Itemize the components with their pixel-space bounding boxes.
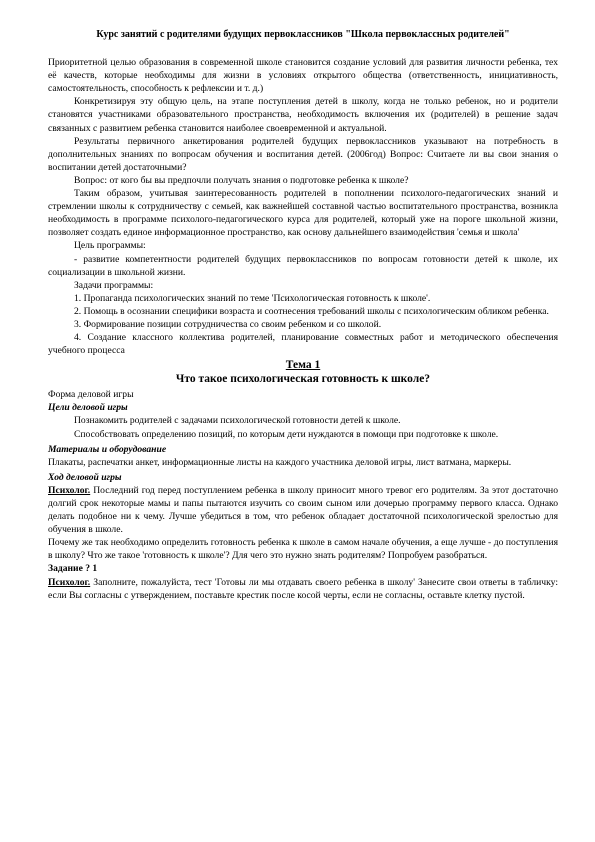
psychologist-paragraph-3 (48, 576, 558, 602)
intro-paragraph-5: Таким образом, учитывая заинтересованность родителей в пополнении психолого-педагогических знаний и стремлении школы к сотрудничеству с семьей, как важнейшей составной частью воспитательного пространства, возникла необходимость в программе психолого-педагогического курса для родителей, который уже на пороге школьной жизни, позволяет создать единое информационное пространство, как основу дальнейшего взаимодействия 'семья и школа' (48, 188, 558, 239)
topic-title: Что такое психологическая готовность к школе? (175, 373, 431, 386)
document-title: Курс занятий с родителями будущих первоклассников "Школа первоклассных родителей" (96, 29, 510, 40)
intro-paragraph-2: Конкретизируя эту общую цель, на этапе поступления детей в школу, когда не только ребенок, но и родители становятся участниками образовательного пространства, необходимость включения их (родителей) в решение задач связанных с развитием ребенка становится наиболее своевременной и актуальной. (48, 96, 558, 134)
task-item-1: 1. Пропаганда психологических знаний по теме 'Психологическая готовность к школе'. (74, 292, 431, 304)
intro-paragraph-4: Вопрос: от кого бы вы предпочли получать знания о подготовке ребенка к школе? (74, 174, 409, 186)
psychologist-label-2: Психолог. (48, 576, 91, 588)
task-item-2: 2. Помощь в осознании специфики возраста и соотнесения требований школы с психологическим обликом ребенка. (74, 305, 549, 317)
tasks-heading: Задачи программы: (74, 279, 154, 291)
document-page (48, 28, 558, 602)
materials-text: Плакаты, распечатки анкет, информационные листы на каждого участника деловой игры, лист ватмана, маркеры. (48, 456, 512, 468)
psychologist-text-1: Последний год перед поступлением ребенка в школу приносит много тревог его родителям. За этот достаточно долгий срок некоторые мамы и папы пытаются изучить со своим сыном или дочерью программу первого класса. Однако делать подобное ни к чему. Лучше убедиться в том, что ребенок обладает достаточной психологической зрелостью для обучения в школе. (48, 484, 558, 536)
task-item-4: 4. Создание классного коллектива родителей, планирование совместных работ и методического обеспечения учебного процесса (48, 332, 558, 357)
course-heading: Ход деловой игры (48, 471, 122, 483)
task-item-3: 3. Формирование позиции сотрудничества со своим ребенком и со школой. (74, 318, 382, 330)
topic-label: Тема 1 (285, 359, 321, 372)
goal-heading: Цель программы: (74, 240, 146, 252)
task-label: Задание ? 1 (48, 563, 98, 575)
materials-heading: Материалы и оборудование (48, 443, 167, 455)
intro-paragraph-3: Результаты первичного анкетирования родителей будущих первоклассников указывают на потребность в дополнительных знаниях по вопросам обучения и воспитания детей. (2006год) Вопрос: Считаете ли вы свои знания о воспитании детей достаточными? (48, 135, 558, 173)
psychologist-paragraph-2: Почему же так необходимо определить готовность ребенка к школе в самом начале обучения, а еще лучше - до поступления в школу? Что же такое 'готовность к школе'? Для чего это нужно знать родителям? Попробуем разобраться. (48, 537, 558, 562)
form-line: Форма деловой игры (48, 389, 134, 401)
game-goals-heading: Цели деловой игры (48, 402, 128, 414)
intro-paragraph-1: Приоритетной целью образования в современной школе становится создание условий для развития личности ребенка, тех её качеств, которые необходимы для жизни в условиях открытого общества (ответственность, инициативность, самостоятельность, способность к рефлексии и т. д.) (48, 57, 558, 95)
psychologist-label: Психолог. (48, 484, 91, 496)
goal-text: - развитие компетентности родителей будущих первоклассников по вопросам готовности детей к школе, их социализации в школьной жизни. (48, 253, 558, 278)
psychologist-text-3: Заполните, пожалуйста, тест 'Готовы ли мы отдавать своего ребенка в школу' Занесите свои ответы в табличку: если Вы согласны с утверждением, поставьте крестик после косой черты, если не согласны, оставьте клетку пустой. (48, 576, 558, 601)
psychologist-paragraph-1 (48, 484, 558, 536)
game-goal-2: Способствовать определению позиций, по которым дети нуждаются в помощи при подготовке к школе. (74, 428, 499, 440)
game-goal-1: Познакомить родителей с задачами психологической готовности детей к школе. (74, 415, 401, 427)
